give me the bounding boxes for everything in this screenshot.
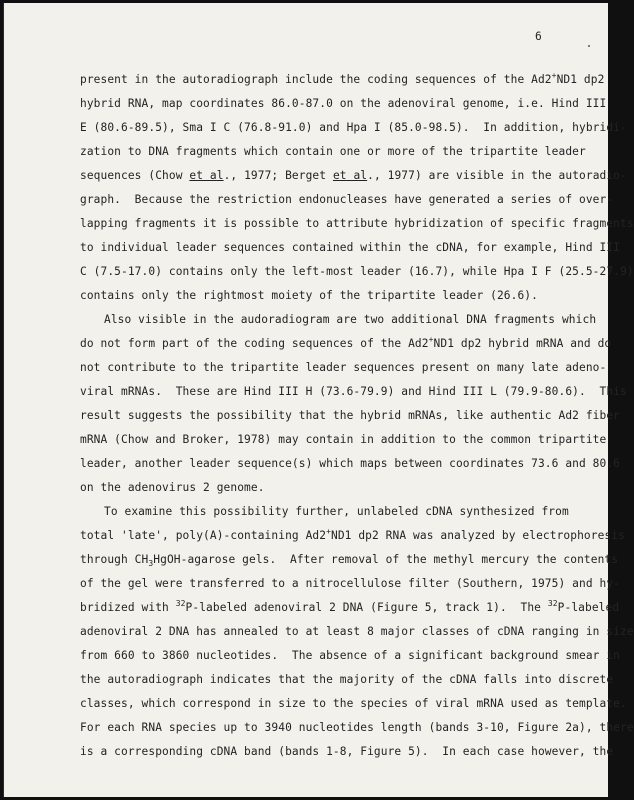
text-line: lapping fragments it is possible to attribute hybridization of specific fragments (80, 217, 634, 230)
text-line: sequences (Chow et al., 1977; Berget et al., 1977) are visible in the autoradio- (80, 169, 627, 182)
text-line: bridized with $^{32}$P-labeled adenoviral 2 DNA (Figure 5, track 1). The $^{32}$P-labeled (80, 599, 620, 614)
text-line: through $CH_3HgOH$-agarose gels. After removal of the methyl mercury the contents (80, 553, 619, 568)
text-line: on the adenovirus 2 genome. (80, 481, 265, 494)
text-line: is a corresponding cDNA band (bands 1-8, Figure 5). In each case however, the (80, 745, 614, 758)
text-line: graph. Because the restriction endonucleases have generated a series of over- (80, 193, 614, 206)
text-line: hybrid RNA, map coordinates 86.0-87.0 on the adenoviral genome, i.e. Hind III (80, 97, 607, 110)
text-line: C (7.5-17.0) contains only the left-most leader (16.7), while Hpa I F (25.5-27.9) (80, 265, 634, 278)
text-line: adenoviral 2 DNA has annealed to at least 8 major classes of cDNA ranging in size (80, 625, 634, 638)
text-line: For each RNA species up to 3940 nucleotides length (bands 3-10, Figure 2a), there (80, 721, 634, 734)
text-line: zation to DNA fragments which contain one or more of the tripartite leader (80, 145, 586, 158)
text-line: contains only the rightmost moiety of the tripartite leader (26.6). (80, 289, 538, 302)
text-line: classes, which correspond in size to the species of viral mRNA used as template. (80, 697, 627, 710)
speck-mark (588, 45, 590, 47)
text-line: of the gel were transferred to a nitrocellulose filter (Southern, 1975) and hy- (80, 577, 620, 590)
text-line: leader, another leader sequence(s) which maps between coordinates 73.6 and 80.6 (80, 457, 620, 470)
text-line: To examine this possibility further, unlabeled cDNA synthesized from (104, 505, 569, 518)
text-line: E (80.6-89.5), Sma I C (76.8-91.0) and Hpa I (85.0-98.5). In addition, hybridi- (80, 121, 627, 134)
text-line: total 'late', poly(A)-containing Ad2+ND1 dp2 RNA was analyzed by electrophoresis (80, 527, 625, 542)
text-line: present in the autoradiograph include the coding sequences of the Ad2+ND1 dp2 (80, 71, 605, 86)
text-line: do not form part of the coding sequences of the Ad2+ND1 dp2 hybrid mRNA and do (80, 335, 612, 350)
text-line: the autoradiograph indicates that the majority of the cDNA falls into discrete (80, 673, 614, 686)
text-line: mRNA (Chow and Broker, 1978) may contain in addition to the common tripartite (80, 433, 607, 446)
text-line: viral mRNAs. These are Hind III H (73.6-79.9) and Hind III L (79.9-80.6). This (80, 385, 627, 398)
text-line: not contribute to the tripartite leader sequences present on many late adeno- (80, 361, 607, 374)
text-line: Also visible in the audoradiogram are two additional DNA fragments which (104, 313, 597, 326)
page-number: 6 (535, 30, 542, 43)
text-line: to individual leader sequences contained within the cDNA, for example, Hind III (80, 241, 620, 254)
text-line: result suggests the possibility that the hybrid mRNAs, like authentic Ad2 fiber (80, 409, 620, 422)
text-line: from 660 to 3860 nucleotides. The absence of a significant background smear in (80, 649, 620, 662)
